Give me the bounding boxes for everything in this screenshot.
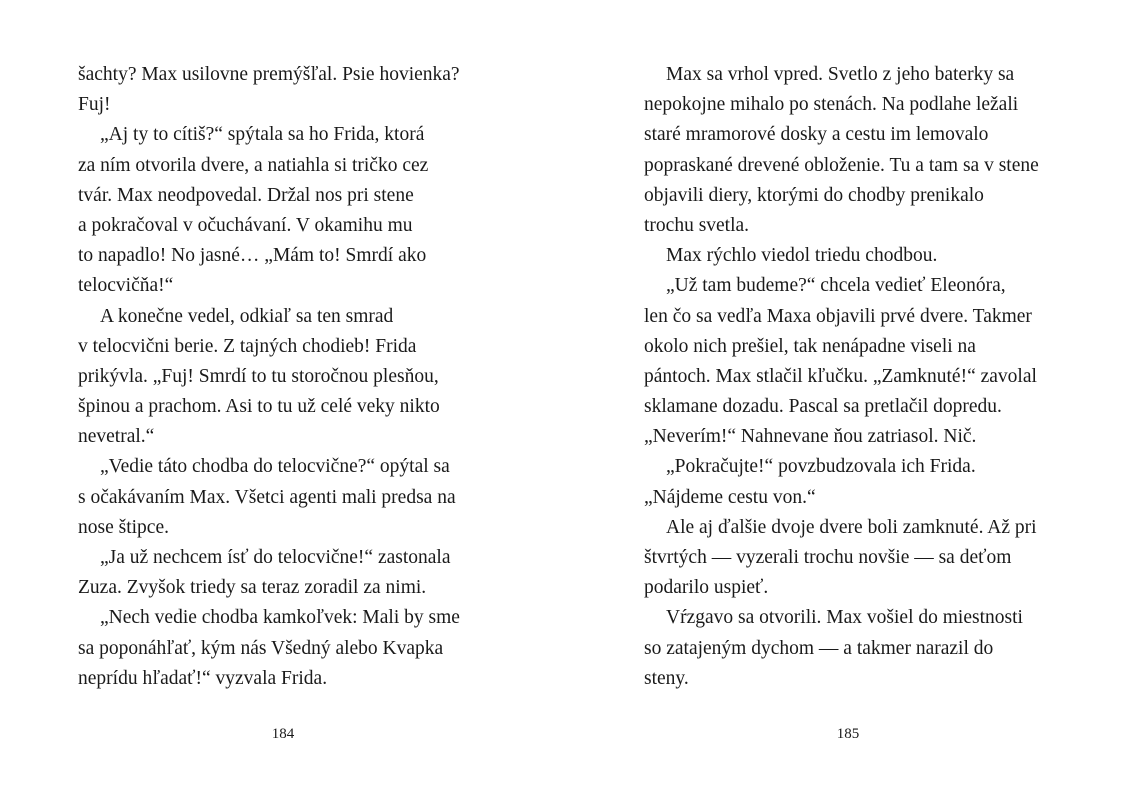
text-line: s očakávaním Max. Všetci agenti mali predsa na: [78, 486, 456, 508]
text-line: popraskané drevené obloženie. Tu a tam sa v stene: [644, 154, 1039, 176]
text-line: špinou a prachom. Asi to tu už celé veky nikto: [78, 396, 440, 418]
text-line: nepokojne mihalo po stenách. Na podlahe ležali: [644, 94, 1019, 116]
text-line: Ale aj ďalšie dvoje dvere boli zamknuté. Až pri: [666, 516, 1037, 538]
text-line: „Vedie táto chodba do telocvične?“ opýtal sa: [100, 456, 450, 478]
right-page-body: [644, 60, 1039, 694]
text-line: staré mramorové dosky a cestu im lemovalo: [644, 124, 989, 146]
text-line: za ním otvorila dvere, a natiahla si tričko cez: [78, 154, 429, 176]
text-line: neprídu hľadať!“ vyzvala Frida.: [78, 667, 328, 689]
text-line: steny.: [644, 667, 689, 689]
text-line: „Už tam budeme?“ chcela vedieť Eleonóra,: [666, 275, 1006, 297]
text-line: sa poponáhľať, kým nás Všedný alebo Kvapka: [78, 637, 444, 659]
text-line: šachty? Max usilovne premýšľal. Psie hovienka?: [78, 64, 460, 85]
text-line: prikývla. „Fuj! Smrdí to tu storočnou plesňou,: [78, 365, 439, 387]
text-line: tvár. Max neodpovedal. Držal nos pri stene: [78, 184, 414, 206]
text-line: „Aj ty to cítiš?“ spýtala sa ho Frida, ktorá: [100, 124, 425, 146]
text-line: nose štipce.: [78, 516, 169, 538]
text-line: v telocvični berie. Z tajných chodieb! Frida: [78, 335, 417, 357]
text-line: štvrtých — vyzerali trochu novšie — sa deťom: [644, 547, 1012, 568]
text-line: to napadlo! No jasné… „Mám to! Smrdí ako: [78, 245, 427, 267]
text-line: Zuza. Zvyšok triedy sa teraz zoradil za nimi.: [78, 577, 427, 599]
text-line: len čo sa vedľa Maxa objavili prvé dvere. Takmer: [644, 305, 1032, 327]
text-line: sklamane dozadu. Pascal sa pretlačil dopredu.: [644, 396, 1002, 418]
text-line: telocvičňa!“: [78, 275, 174, 297]
text-line: „Ja už nechcem ísť do telocvične!“ zastonala: [100, 547, 451, 568]
text-line: okolo nich prešiel, tak nenápadne viseli na: [644, 335, 976, 357]
text-line: A konečne vedel, odkiaľ sa ten smrad: [100, 305, 394, 327]
text-line: „Pokračujte!“ povzbudzovala ich Frida.: [666, 456, 976, 478]
text-line: podarilo uspieť.: [644, 577, 769, 599]
right-page: [566, 0, 1132, 800]
text-line: „Nech vedie chodba kamkoľvek: Mali by sme: [100, 607, 460, 629]
text-line: Vŕzgavo sa otvorili. Max vošiel do miestnosti: [666, 607, 1023, 629]
left-page-body: [78, 60, 460, 694]
text-line: pántoch. Max stlačil kľučku. „Zamknuté!“ zavolal: [644, 365, 1037, 387]
text-line: so zatajeným dychom — a takmer narazil do: [644, 637, 994, 659]
text-line: Max sa vrhol vpred. Svetlo z jeho baterky sa: [666, 64, 1015, 85]
text-line: trochu svetla.: [644, 214, 750, 236]
text-line: nevetral.“: [78, 426, 155, 448]
text-line: „Neverím!“ Nahnevane ňou zatriasol. Nič.: [644, 426, 977, 448]
text-line: „Nájdeme cestu von.“: [644, 486, 816, 508]
text-line: objavili diery, ktorými do chodby prenikalo: [644, 184, 984, 206]
left-page-number: 184: [271, 726, 295, 742]
text-line: Fuj!: [78, 94, 111, 116]
text-line: Max rýchlo viedol triedu chodbou.: [666, 245, 938, 267]
right-page-number: 185: [836, 726, 860, 742]
text-line: a pokračoval v očuchávaní. V okamihu mu: [78, 214, 413, 236]
